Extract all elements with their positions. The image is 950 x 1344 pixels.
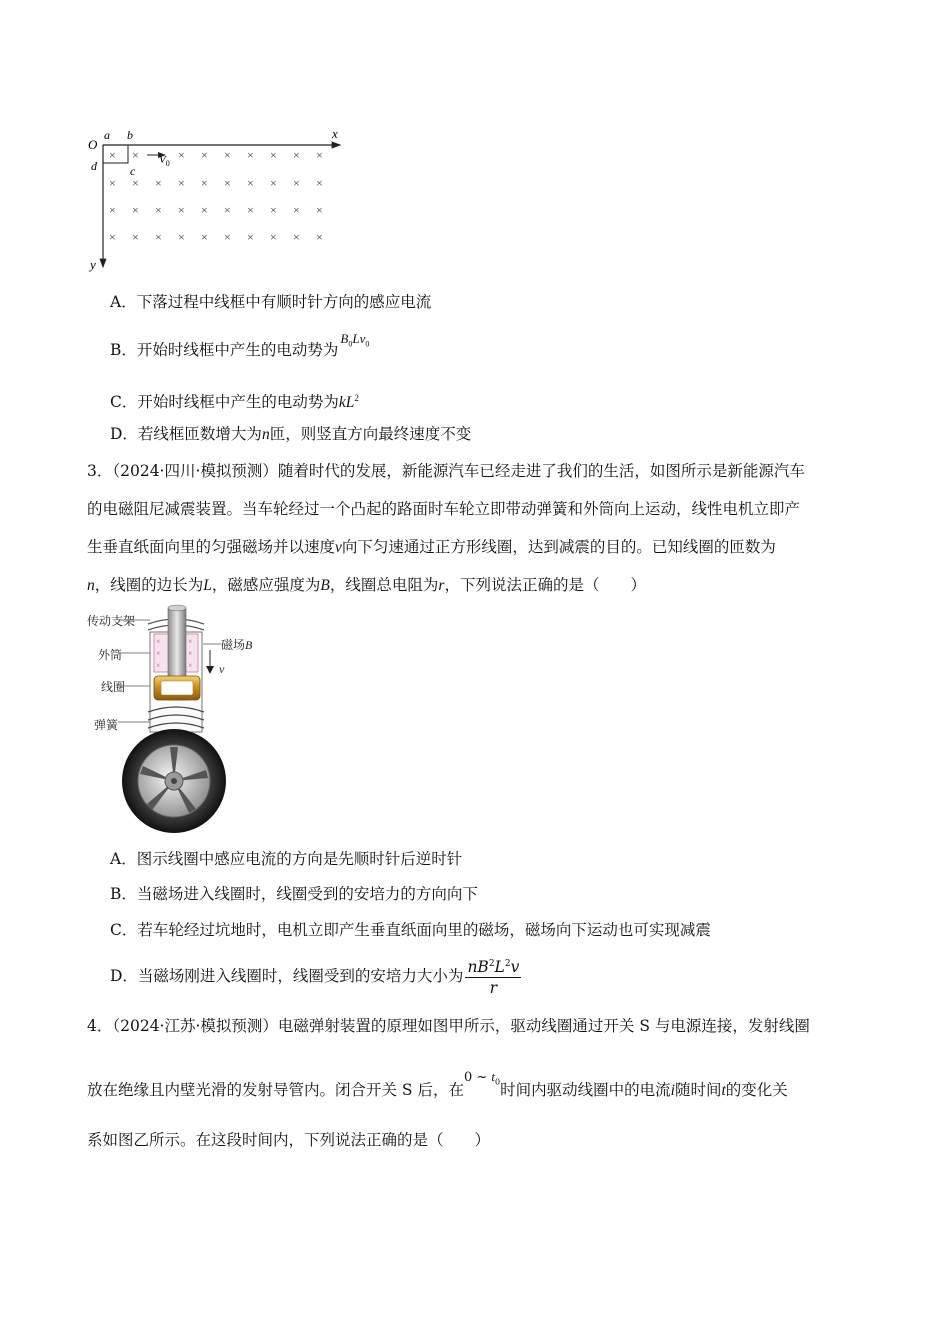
q2-option-c	[110, 388, 359, 413]
q4-line-1: 4．（2024·江苏·模拟预测）电磁弹射装置的原理如图甲所示，驱动线圈通过开关 S 与电源连接，发射线圈	[87, 1017, 810, 1035]
field-cross: ×	[247, 148, 254, 162]
origin-label: O	[88, 137, 98, 152]
field-cross: ×	[224, 203, 231, 217]
field-cross: ×	[155, 176, 162, 190]
label-field: 磁场B	[221, 638, 253, 652]
field-cross: ×	[293, 148, 300, 162]
field-cross: ×	[132, 176, 139, 190]
svg-text:×: ×	[156, 649, 161, 658]
damper-diagram	[118, 604, 238, 834]
field-cross: ×	[155, 230, 162, 244]
field-cross: ×	[201, 203, 208, 217]
q3-option-d-fraction: $\frac{nB^2L^2v}{r}$	[465, 955, 521, 997]
label-x: x	[332, 126, 338, 141]
q2-option-d: D．若线框匝数增大为n匝，则竖直方向最终速度不变	[110, 425, 472, 443]
field-cross: ×	[270, 176, 277, 190]
label-velocity: v	[219, 662, 225, 676]
label-b: b	[127, 128, 133, 142]
field-cross: ×	[270, 230, 277, 244]
velocity-label: $V_0$	[159, 154, 170, 168]
q3-option-b: B．当磁场进入线圈时，线圈受到的安培力的方向向下	[110, 885, 478, 903]
svg-text:×: ×	[156, 661, 161, 670]
q2-option-c-formula: $kL^2$	[338, 393, 359, 412]
field-cross: ×	[270, 203, 277, 217]
q4-line-3: 系如图乙所示。在这段时间内，下列说法正确的是（ ）	[87, 1131, 491, 1149]
label-coil: 线圈	[101, 680, 126, 694]
field-cross: ×	[178, 176, 185, 190]
field-cross: ×	[178, 203, 185, 217]
q3-line-2: 的电磁阻尼减震装置。当车轮经过一个凸起的路面时车轮立即带动弹簧和外筒向上运动，线性电机立即产	[87, 500, 801, 518]
q3-option-c: C．若车轮经过坑地时，电机立即产生垂直纸面向里的磁场，磁场向下运动也可实现减震	[110, 921, 711, 939]
q3-option-a: A．图示线圈中感应电流的方向是先顺时针后逆时针	[110, 850, 463, 868]
field-cross: ×	[201, 230, 208, 244]
field-cross: ×	[201, 176, 208, 190]
q3-option-d-text: D．当磁场刚进入线圈时，线圈受到的安培力大小为	[110, 967, 464, 986]
label-d: d	[91, 159, 97, 173]
field-cross: ×	[316, 203, 323, 217]
field-cross: ×	[247, 230, 254, 244]
label-y: y	[90, 257, 96, 272]
field-cross: ×	[109, 203, 116, 217]
field-cross: ×	[316, 176, 323, 190]
q2-option-c-text: C．开始时线框中产生的电动势为	[110, 393, 339, 412]
field-cross: ×	[316, 148, 323, 162]
field-cross: ×	[316, 230, 323, 244]
field-cross: ×	[178, 230, 185, 244]
q3-line-1: 3．（2024·四川·模拟预测）随着时代的发展，新能源汽车已经走进了我们的生活，如图所示是新能源汽车	[87, 462, 805, 480]
svg-text:×: ×	[188, 649, 193, 658]
field-cross: ×	[132, 230, 139, 244]
field-cross: ×	[109, 148, 116, 162]
field-cross: ×	[109, 176, 116, 190]
q2-option-b-text: B．开始时线框中产生的电动势为	[110, 341, 339, 359]
label-c: c	[130, 164, 136, 178]
q2-option-b	[110, 331, 370, 367]
label-a: a	[104, 128, 110, 142]
field-cross: ×	[109, 230, 116, 244]
field-cross: ×	[224, 148, 231, 162]
q3-line-3: 生垂直纸面向里的匀强磁场并以速度v向下匀速通过正方形线圈，达到减震的目的。已知线圈的匝数为	[87, 538, 776, 556]
field-diagram	[85, 125, 350, 275]
q4-time-range: 0 ~ t0	[463, 1069, 501, 1087]
field-cross: ×	[293, 230, 300, 244]
field-cross: ×	[247, 176, 254, 190]
label-outer-tube: 外筒	[98, 648, 123, 662]
field-cross: ×	[178, 148, 185, 162]
field-cross: ×	[293, 203, 300, 217]
svg-text:×: ×	[188, 637, 193, 646]
q4-line-2: 放在绝缘且内壁光滑的发射导管内。闭合开关 S 后，在$^{0 \sim t_0}$时间内驱动线圈中的电流i随时间t的变化关	[87, 1069, 788, 1099]
label-spring: 弹簧	[94, 718, 119, 732]
label-bracket: 传动支架	[87, 614, 136, 628]
field-cross: ×	[155, 203, 162, 217]
field-cross: ×	[293, 176, 300, 190]
q2-option-a: A．下落过程中线框中有顺时针方向的感应电流	[110, 293, 432, 311]
field-cross: ×	[132, 148, 139, 162]
q3-line-4: n，线圈的边长为L，磁感应强度为B，线圈总电阻为r，下列说法正确的是（ ）	[87, 576, 646, 594]
q2-option-b-formula: B0Lv0	[340, 331, 370, 349]
field-cross: ×	[201, 148, 208, 162]
svg-text:×: ×	[156, 637, 161, 646]
field-cross: ×	[270, 148, 277, 162]
field-cross: ×	[132, 203, 139, 217]
field-cross: ×	[247, 203, 254, 217]
field-cross: ×	[224, 230, 231, 244]
field-cross: ×	[224, 176, 231, 190]
field-crosses	[109, 148, 323, 244]
q3-option-d	[110, 955, 521, 997]
svg-text:×: ×	[188, 661, 193, 670]
